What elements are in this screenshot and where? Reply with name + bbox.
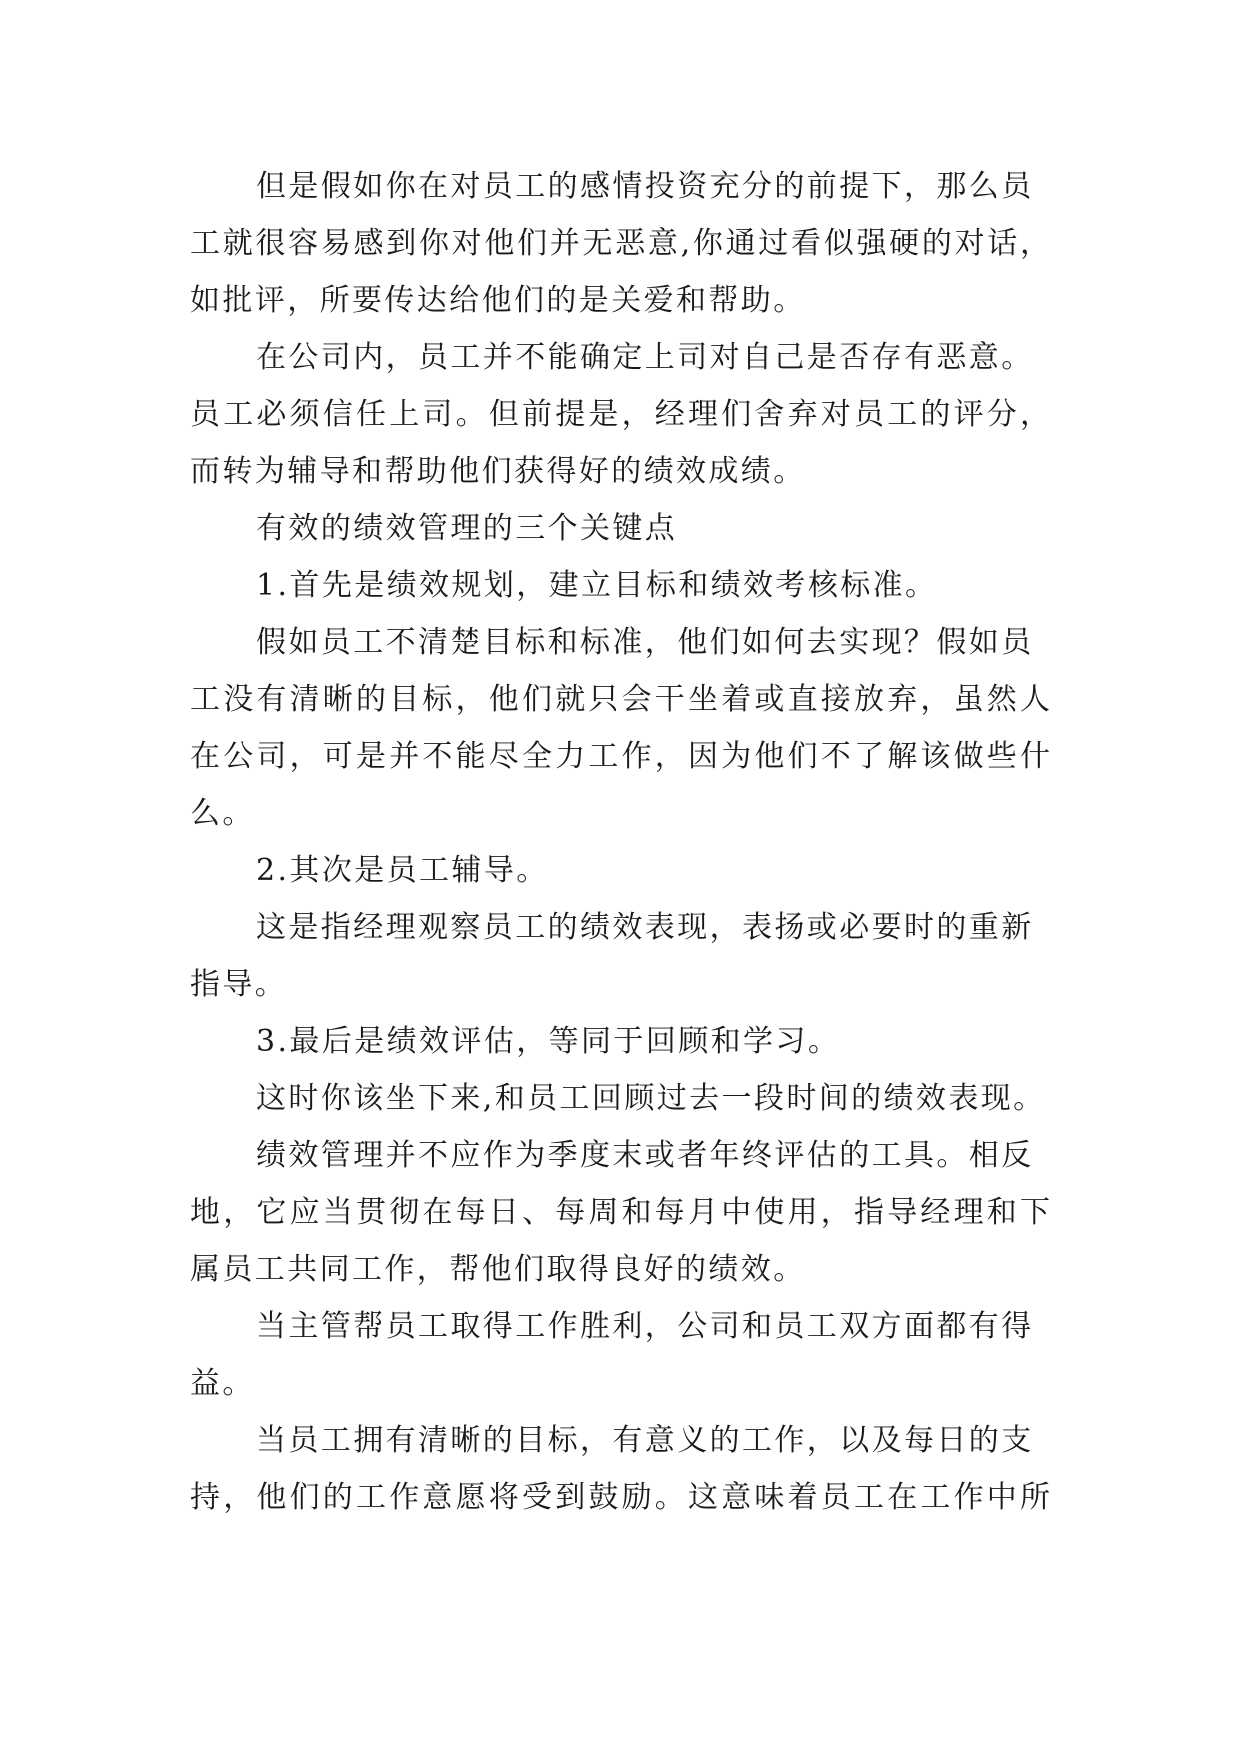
paragraph-line: 工就很容易感到你对他们并无恶意,你通过看似强硬的对话， <box>190 226 1050 261</box>
paragraph-line: 假如员工不清楚目标和标准，他们如何去实现？假如员 <box>256 625 1034 660</box>
paragraph-line: 益。 <box>190 1366 255 1401</box>
paragraph-line: 如批评，所要传达给他们的是关爱和帮助。 <box>190 283 806 318</box>
paragraph-line: 但是假如你在对员工的感情投资充分的前提下，那么员 <box>256 169 1034 204</box>
paragraph-line: 工没有清晰的目标，他们就只会干坐着或直接放弃，虽然人 <box>190 682 1050 717</box>
list-item: 3.最后是绩效评估，等同于回顾和学习。 <box>256 1024 841 1059</box>
section-heading: 有效的绩效管理的三个关键点 <box>256 511 678 546</box>
paragraph-line: 员工必须信任上司。但前提是，经理们舍弃对员工的评分， <box>190 397 1050 432</box>
paragraph-line: 当主管帮员工取得工作胜利，公司和员工双方面都有得 <box>256 1309 1034 1344</box>
list-item: 2.其次是员工辅导。 <box>256 853 549 888</box>
paragraph-line: 而转为辅导和帮助他们获得好的绩效成绩。 <box>190 454 806 489</box>
paragraph-line: 指导。 <box>190 967 288 1002</box>
paragraph-line: 持，他们的工作意愿将受到鼓励。这意味着员工在工作中所 <box>190 1480 1050 1515</box>
paragraph-line: 么。 <box>190 796 255 831</box>
paragraph-line: 绩效管理并不应作为季度末或者年终评估的工具。相反 <box>256 1138 1034 1173</box>
paragraph-line: 地，它应当贯彻在每日、每周和每月中使用，指导经理和下 <box>190 1195 1050 1230</box>
paragraph-line: 在公司，可是并不能尽全力工作，因为他们不了解该做些什 <box>190 739 1050 774</box>
paragraph-line: 当员工拥有清晰的目标，有意义的工作，以及每日的支 <box>256 1423 1034 1458</box>
paragraph-line: 属员工共同工作，帮他们取得良好的绩效。 <box>190 1252 806 1287</box>
paragraph-line: 这是指经理观察员工的绩效表现，表扬或必要时的重新 <box>256 910 1034 945</box>
document-body <box>190 158 1050 1526</box>
paragraph-line: 这时你该坐下来,和员工回顾过去一段时间的绩效表现。 <box>256 1081 1046 1116</box>
list-item: 1.首先是绩效规划，建立目标和绩效考核标准。 <box>256 568 938 603</box>
paragraph-line: 在公司内，员工并不能确定上司对自己是否存有恶意。 <box>256 340 1034 375</box>
